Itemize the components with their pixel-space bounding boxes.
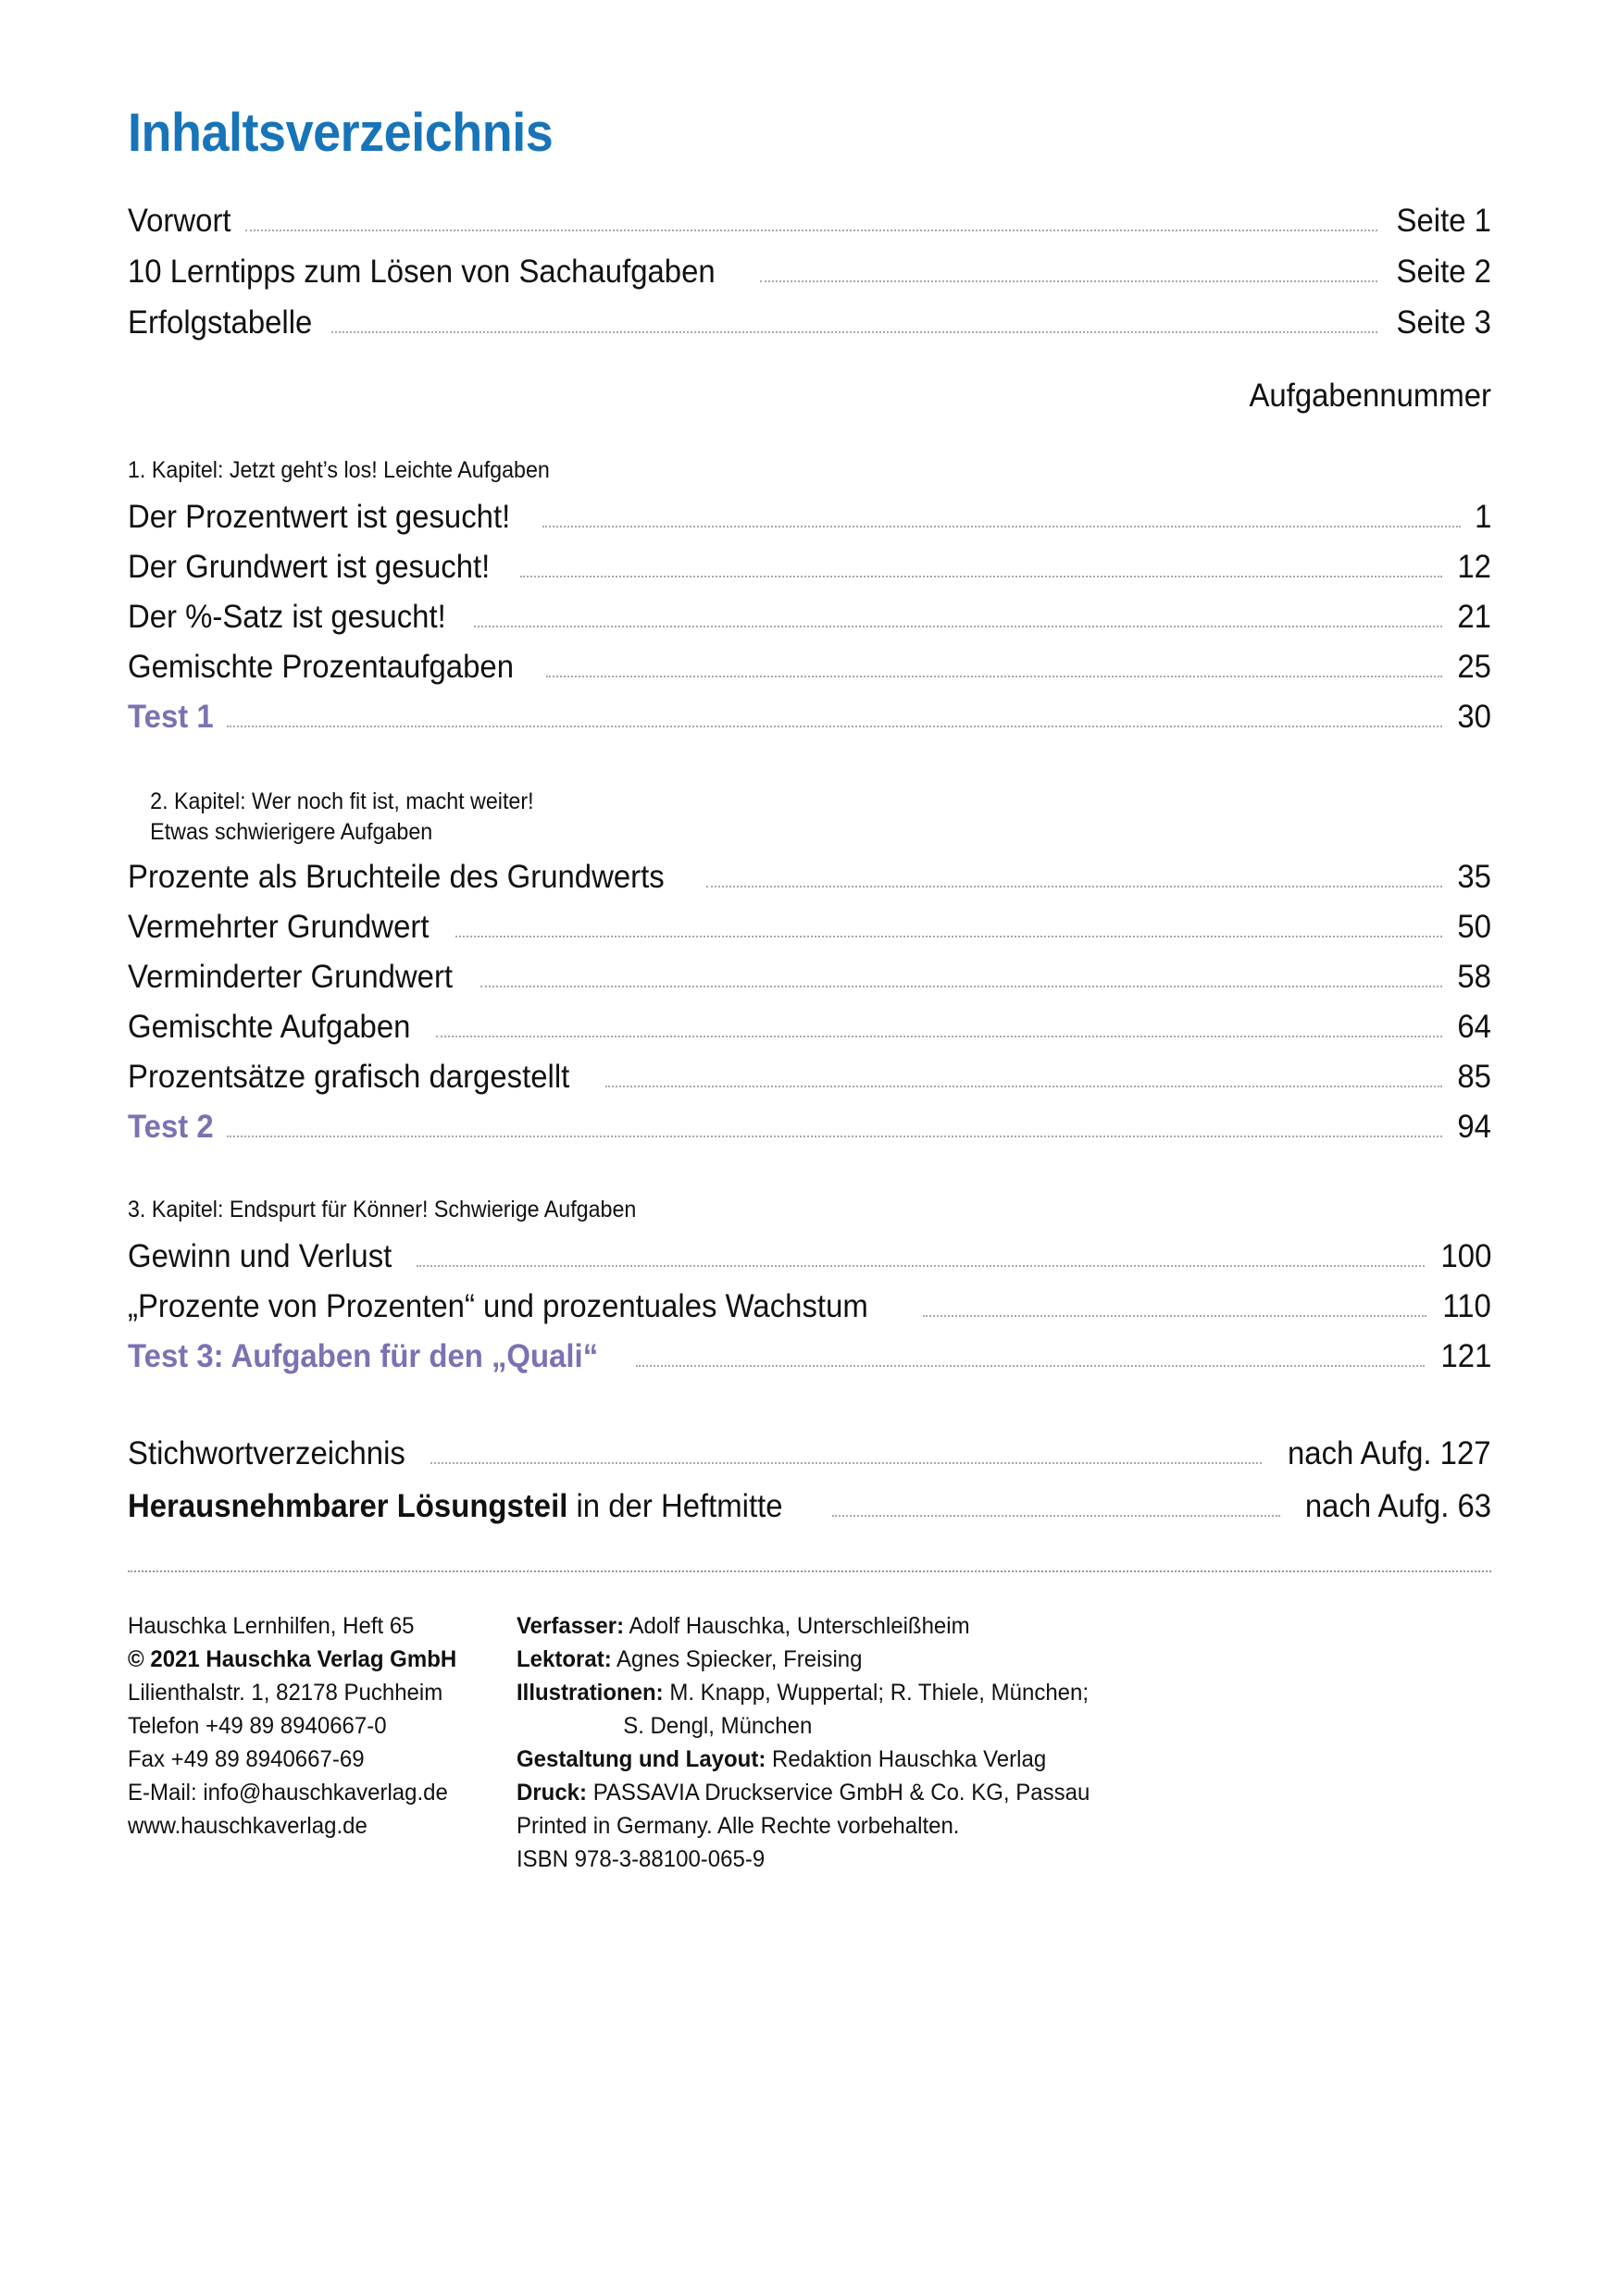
toc-row-2-3[interactable] (128, 1011, 1491, 1043)
footer-publisher-line: www.hauschkaverlag.de (128, 1813, 367, 1839)
leader-dots (605, 1085, 1442, 1087)
toc-row-label: Vorwort (128, 203, 231, 239)
top-entries-list (128, 205, 1491, 339)
toc-row-page-number: nach Aufg. 127 (1288, 1435, 1491, 1471)
toc-row-2-4[interactable] (128, 1061, 1491, 1093)
toc-row-test-3-2[interactable] (128, 1340, 1491, 1372)
toc-row-2-1[interactable] (128, 911, 1491, 943)
footer-credit-line: Gestaltung und Layout: Redaktion Hauschka Verlag (517, 1746, 1047, 1772)
leader-dots (417, 1264, 1425, 1267)
chapter-heading-3 (128, 1195, 1396, 1225)
toc-row-test-1-4[interactable] (128, 701, 1491, 733)
footer-publisher-line: Telefon +49 89 8940667-0 (128, 1713, 387, 1739)
toc-row-page-number: 50 (1457, 909, 1491, 945)
toc-row-label: Gemischte Prozentaufgaben (128, 649, 514, 685)
toc-row-page-number: 121 (1440, 1338, 1491, 1374)
footer-credits-column (517, 1609, 1452, 1876)
toc-row-1-2[interactable] (128, 601, 1491, 633)
leader-dots (245, 229, 1377, 231)
toc-row-label: Test 1 (128, 699, 214, 735)
toc-row-tail-0[interactable] (128, 1437, 1491, 1470)
toc-row-label: Stichwortverzeichnis (128, 1435, 405, 1471)
toc-row-label: Der %-Satz ist gesucht! (128, 599, 446, 635)
chapter-entries-2 (128, 861, 1491, 1143)
toc-row-label: Herausnehmbarer Lösungsteil in der Heftmitte (128, 1488, 783, 1524)
leader-dots (636, 1364, 1425, 1367)
toc-row-1-1[interactable] (128, 551, 1491, 583)
toc-row-label: Vermehrter Grundwert (128, 909, 430, 945)
tail-entries-list (128, 1437, 1491, 1522)
column-header-aufgabennummer: Aufgabennummer (1249, 378, 1491, 414)
leader-dots (474, 625, 1442, 627)
toc-row-page-number: Seite 3 (1396, 304, 1491, 341)
toc-row-1-3[interactable] (128, 651, 1491, 683)
footer-credit-line: Illustrationen: M. Knapp, Wuppertal; R. Thiele, München; (517, 1680, 1090, 1706)
toc-row-page-number: 110 (1442, 1288, 1491, 1324)
leader-dots (227, 725, 1443, 727)
toc-row-3-1[interactable] (128, 1290, 1491, 1322)
leader-dots (520, 575, 1442, 577)
toc-row-page-number: 58 (1457, 959, 1491, 995)
footer-credit-line: Lektorat: Agnes Spiecker, Freising (517, 1646, 863, 1672)
toc-row-page-number: Seite 2 (1396, 254, 1491, 290)
toc-row-label: Gewinn und Verlust (128, 1238, 392, 1274)
footer-credit-line: S. Dengl, München (623, 1713, 813, 1739)
leader-dots (760, 279, 1377, 282)
toc-row-page-number: 30 (1457, 699, 1491, 735)
leader-dots (706, 885, 1442, 887)
leader-dots (480, 985, 1442, 987)
toc-row-page-number: 85 (1457, 1059, 1491, 1095)
footer-publisher-line: © 2021 Hauschka Verlag GmbH (128, 1646, 457, 1672)
footer-publisher-line: Fax +49 89 8940667-69 (128, 1746, 365, 1772)
toc-row-front-1[interactable] (128, 255, 1491, 288)
toc-row-label: 10 Lerntipps zum Lösen von Sachaufgaben (128, 254, 716, 290)
toc-row-page-number: 21 (1457, 599, 1491, 635)
page-title: Inhaltsverzeichnis (128, 103, 554, 163)
leader-dots (923, 1314, 1426, 1317)
toc-row-label: Verminderter Grundwert (128, 959, 454, 995)
leader-dots (227, 1135, 1443, 1137)
chapter-heading-line: 2. Kapitel: Wer noch fit ist, macht weiter! (150, 788, 534, 814)
toc-row-tail-1[interactable] (128, 1490, 1491, 1522)
chapters-container (128, 455, 1491, 1372)
chapter-heading-line: 3. Kapitel: Endspurt für Könner! Schwierige Aufgaben (128, 1197, 637, 1222)
toc-row-3-0[interactable] (128, 1240, 1491, 1272)
toc-row-page-number: 12 (1457, 549, 1491, 585)
leader-dots (455, 935, 1442, 937)
chapter-entries-3 (128, 1240, 1491, 1372)
toc-row-page-number: 100 (1440, 1238, 1491, 1274)
toc-row-front-2[interactable] (128, 306, 1491, 339)
footer-publisher-column (128, 1609, 501, 1876)
chapter-entries-1 (128, 501, 1491, 733)
leader-dots (436, 1035, 1442, 1037)
toc-row-page-number: nach Aufg. 63 (1304, 1488, 1491, 1524)
footer-publisher-line: Lilienthalstr. 1, 82178 Puchheim (128, 1680, 443, 1706)
toc-row-label: Der Grundwert ist gesucht! (128, 549, 491, 585)
toc-row-page-number: 94 (1457, 1109, 1491, 1145)
leader-dots (546, 675, 1442, 677)
toc-row-page-number: 64 (1457, 1009, 1491, 1045)
chapter-heading-1 (128, 455, 1396, 486)
leader-dots (430, 1461, 1262, 1464)
toc-row-1-0[interactable] (128, 501, 1491, 533)
footer-divider (128, 1570, 1491, 1572)
footer-publisher-line: E-Mail: info@hauschkaverlag.de (128, 1780, 448, 1806)
toc-row-page-number: 1 (1474, 499, 1491, 535)
toc-row-test-2-5[interactable] (128, 1111, 1491, 1143)
toc-row-label: „Prozente von Prozenten“ und prozentuales Wachstum (128, 1288, 868, 1324)
toc-row-label: Prozentsätze grafisch dargestellt (128, 1059, 570, 1095)
chapter-heading-line: 1. Kapitel: Jetzt geht’s los! Leichte Aufgaben (128, 457, 550, 483)
toc-row-label: Erfolgstabelle (128, 304, 313, 341)
leader-dots (331, 330, 1377, 333)
chapter-heading-line: Etwas schwierigere Aufgaben (150, 819, 433, 845)
footer-credit-line: Printed in Germany. Alle Rechte vorbehalten. (517, 1813, 960, 1839)
toc-row-label: Prozente als Bruchteile des Grundwerts (128, 859, 665, 895)
leader-dots (832, 1514, 1280, 1517)
toc-row-page-number: 35 (1457, 859, 1491, 895)
toc-row-label: Gemischte Aufgaben (128, 1009, 411, 1045)
toc-row-page-number: 25 (1457, 649, 1491, 685)
leader-dots (542, 525, 1461, 527)
toc-row-label: Der Prozentwert ist gesucht! (128, 499, 511, 535)
footer (128, 1609, 1491, 1876)
toc-row-label: Test 2 (128, 1109, 214, 1145)
footer-credit-line: Druck: PASSAVIA Druckservice GmbH & Co. KG, Passau (517, 1780, 1090, 1806)
toc-row-2-0[interactable] (128, 861, 1491, 893)
toc-row-page-number: Seite 1 (1396, 203, 1491, 239)
footer-credit-line: Verfasser: Adolf Hauschka, Unterschleißheim (517, 1613, 970, 1639)
footer-publisher-line: Hauschka Lernhilfen, Heft 65 (128, 1613, 415, 1639)
toc-row-2-2[interactable] (128, 961, 1491, 993)
toc-row-front-0[interactable] (128, 205, 1491, 237)
chapter-heading-2 (128, 787, 1396, 848)
toc-row-label: Test 3: Aufgaben für den „Quali“ (128, 1338, 599, 1374)
footer-credit-line: ISBN 978-3-88100-065-9 (517, 1846, 766, 1872)
